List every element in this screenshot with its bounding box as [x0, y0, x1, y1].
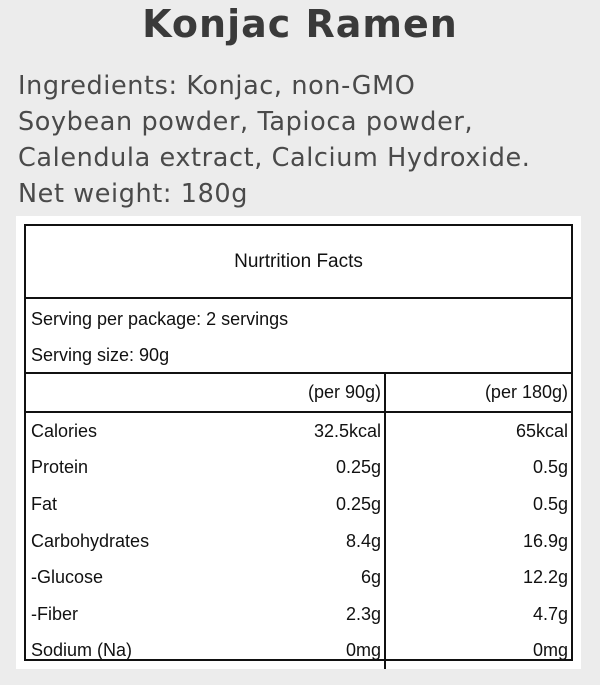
table-row [26, 559, 571, 596]
table-row [26, 486, 571, 523]
nutrient-value-per-180g: 4.7g [384, 596, 571, 633]
nutrient-value-per-180g: 12.2g [384, 559, 571, 596]
table-row [26, 633, 571, 670]
table-row [26, 523, 571, 560]
nutrient-value-per-90g: 8.4g [345, 530, 381, 551]
ingredients-text [18, 68, 600, 212]
nutrient-value-per-90g: 6g [360, 567, 381, 588]
nutrient-name-sodium-na: Sodium (Na) [31, 640, 133, 661]
header-per-180g: (per 180g) [384, 374, 571, 411]
nutrient-value-per-90g: 0mg [345, 640, 381, 661]
nutrition-label-background [16, 216, 581, 669]
nutrient-name-fat: Fat [31, 493, 58, 514]
nutrient-value-per-180g: 0mg [384, 633, 571, 670]
nutrient-name-glucose: -Glucose [31, 567, 104, 588]
nutrition-facts-title: Nurtrition Facts [26, 226, 571, 299]
serving-per-package: Serving per package: 2 servings [31, 309, 289, 329]
nutrient-value-per-180g: 65kcal [384, 413, 571, 450]
nutrient-rows [26, 413, 571, 669]
nutrient-name-carbohydrates: Carbohydrates [31, 530, 150, 551]
net-weight-line: Net weight: 180g [18, 179, 248, 209]
nutrient-name-calories: Calories [31, 420, 98, 441]
ingredients-line: Soybean powder, Tapioca powder, [18, 107, 474, 137]
nutrition-facts-table [24, 224, 573, 661]
table-header-row [26, 374, 571, 413]
serving-size: Serving size: 90g [31, 345, 170, 365]
nutrient-value-per-90g: 0.25g [335, 457, 381, 478]
nutrient-name-protein: Protein [31, 457, 89, 478]
nutrient-value-per-180g: 0.5g [384, 486, 571, 523]
serving-info [26, 299, 571, 374]
ingredients-line: Ingredients: Konjac, non-GMO [18, 71, 416, 101]
nutrient-value-per-180g: 16.9g [384, 523, 571, 560]
product-title: Konjac Ramen [142, 2, 458, 46]
nutrient-value-per-90g: 32.5kcal [313, 420, 381, 441]
nutrient-name-fiber: -Fiber [31, 603, 79, 624]
table-row [26, 413, 571, 450]
nutrient-value-per-90g: 2.3g [345, 603, 381, 624]
ingredients-line: Calendula extract, Calcium Hydroxide. [18, 143, 531, 173]
nutrient-value-per-90g: 0.25g [335, 493, 381, 514]
table-row [26, 596, 571, 633]
header-per-90g: (per 90g) [307, 382, 381, 402]
table-row [26, 450, 571, 487]
nutrient-value-per-180g: 0.5g [384, 450, 571, 487]
